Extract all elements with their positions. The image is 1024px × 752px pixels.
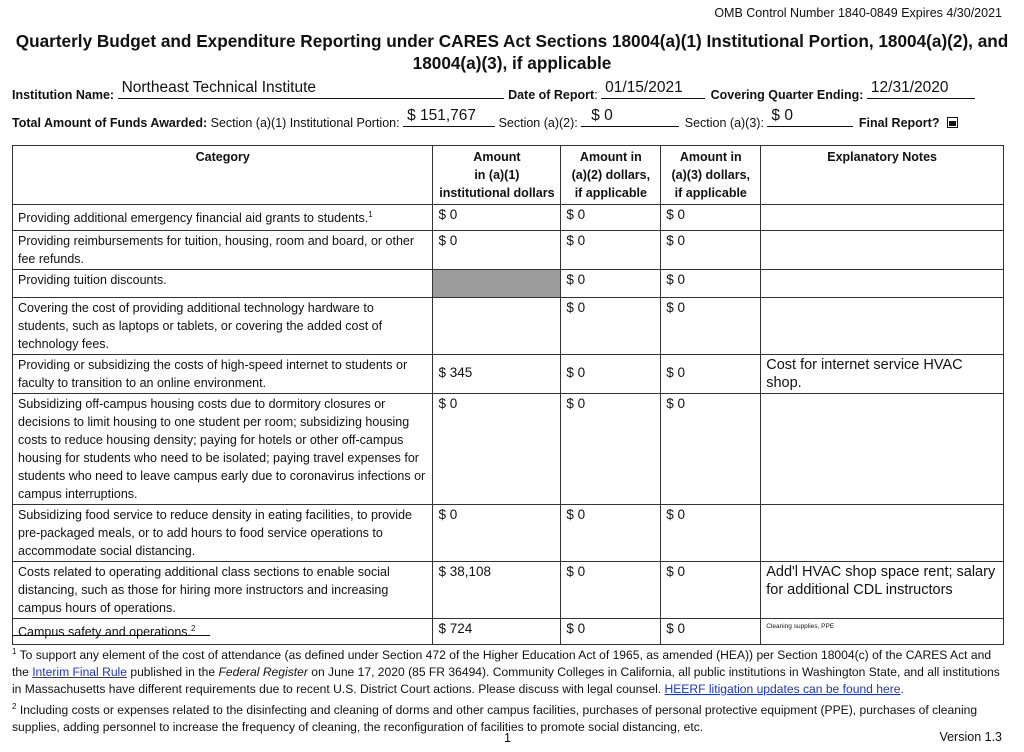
row-category: Providing tuition discounts. bbox=[13, 270, 433, 298]
header-notes: Explanatory Notes bbox=[761, 146, 1004, 205]
amount-a2-cell[interactable]: $ 0 bbox=[561, 231, 661, 270]
section-a3-field[interactable] bbox=[767, 107, 853, 127]
header-a1 bbox=[433, 146, 561, 205]
amount-a1-cell[interactable] bbox=[433, 298, 561, 355]
table-header-row bbox=[13, 146, 1004, 205]
amount-a2-cell[interactable]: $ 0 bbox=[561, 562, 661, 619]
row-category: Providing reimbursements for tuition, housing, room and board, or other fee refunds. bbox=[13, 231, 433, 270]
footnote-ref: 1 bbox=[368, 210, 373, 219]
notes-cell[interactable] bbox=[761, 270, 1004, 298]
quarter-ending-label: Covering Quarter Ending: bbox=[710, 88, 864, 102]
institution-name-label: Institution Name bbox=[12, 88, 110, 102]
notes-cell[interactable] bbox=[761, 205, 1004, 231]
amount-a2-cell[interactable]: $ 0 bbox=[561, 394, 661, 505]
header-a3-line: (a)(3) dollars, bbox=[671, 168, 751, 182]
amount-a2-cell[interactable]: $ 0 bbox=[561, 298, 661, 355]
quarter-ending-field[interactable] bbox=[867, 79, 975, 99]
header-category: Category bbox=[13, 146, 433, 205]
page-number: 1 bbox=[504, 731, 511, 745]
amount-a1-cell[interactable]: $ 0 bbox=[433, 205, 561, 231]
header-a3-line: Amount in bbox=[679, 150, 742, 164]
header-a3 bbox=[661, 146, 761, 205]
amount-a3-cell[interactable]: $ 0 bbox=[661, 505, 761, 562]
notes-cell[interactable] bbox=[761, 298, 1004, 355]
section-a1-value: $ 151,767 bbox=[407, 107, 477, 124]
page-title bbox=[14, 30, 1010, 74]
table-row bbox=[13, 394, 1004, 505]
section-a3-label: Section (a)(3): bbox=[684, 116, 764, 130]
amount-a3-cell[interactable]: $ 0 bbox=[661, 394, 761, 505]
footnote-ref: 2 bbox=[191, 624, 196, 633]
row-category bbox=[13, 205, 433, 231]
amount-a1-cell[interactable]: $ 0 bbox=[433, 231, 561, 270]
amount-a1-cell[interactable]: $ 0 bbox=[433, 394, 561, 505]
amount-a2-cell[interactable]: $ 0 bbox=[561, 619, 661, 645]
amount-a2-cell[interactable]: $ 0 bbox=[561, 355, 661, 394]
heerf-litigation-link[interactable]: HEERF litigation updates can be found here bbox=[664, 682, 901, 697]
interim-final-rule-link[interactable]: Interim Final Rule bbox=[32, 665, 127, 680]
header-a3-line: if applicable bbox=[674, 186, 747, 200]
notes-cell[interactable] bbox=[761, 394, 1004, 505]
table-row bbox=[13, 619, 1004, 645]
notes-cell[interactable] bbox=[761, 231, 1004, 270]
footnote-1-text: To support any element of the cost of attendance (as defined under Section 472 of the Higher Education Act of 1965, as amended (HEA)) per Section 18004(c) of the CARES Act and the bbox=[12, 648, 992, 680]
quarter-ending-value: 12/31/2020 bbox=[870, 79, 949, 96]
section-a3-value: $ 0 bbox=[771, 107, 793, 124]
final-report-label: Final Report? bbox=[858, 116, 940, 130]
footnote-2-text: Including costs or expenses related to the disinfecting and cleaning of dorms and other campus facilities, purchases of personal protective equipment (PPE), purchases of cleaning supplies, adding personnel to increase the frequency of cleaning, the reconfiguration of facilities to promote social distancing, etc. bbox=[12, 703, 978, 735]
budget-table bbox=[12, 145, 1004, 645]
amount-a1-cell[interactable]: $ 724 bbox=[433, 619, 561, 645]
footnote-divider bbox=[12, 635, 210, 636]
footnote-2-mark: 2 bbox=[12, 702, 17, 712]
header-a2 bbox=[561, 146, 661, 205]
amount-a2-cell[interactable]: $ 0 bbox=[561, 205, 661, 231]
notes-cell[interactable]: Cost for internet service HVAC shop. bbox=[761, 355, 1004, 394]
amount-a3-cell[interactable]: $ 0 bbox=[661, 619, 761, 645]
row-category: Subsidizing off-campus housing costs due to dormitory closures or decisions to limit housing to one student per room; subsidizing housing costs to reduce housing density; paying for hotels or other off-campus housing for students who need to be isolated; paying travel expenses for students who need to leave campus early due to coronavirus infections or campus interruptions. bbox=[13, 394, 433, 505]
total-funds-label: Total Amount of Funds Awarded: bbox=[12, 116, 208, 130]
row-category: Costs related to operating additional class sections to enable social distancing, such as those for hiring more instructors and increasing campus hours of operations. bbox=[13, 562, 433, 619]
table-row bbox=[13, 562, 1004, 619]
table-row bbox=[13, 298, 1004, 355]
amount-a1-cell-disabled bbox=[433, 270, 561, 298]
footnote-1-text: on June 17, 2020 (85 FR 36494). Community Colleges in California, all public institutions in Washington State, and all institutions in Massachusetts have different requirements due to recent U.S. District Court actions. Please discuss with legal counsel. bbox=[12, 665, 1000, 697]
report-info-row: Institution Name: Northeast Technical Institute Date of Report: 01/15/2021 Covering Quarter Ending: 12/31/2020 bbox=[12, 85, 975, 102]
date-of-report-label: Date of Report bbox=[508, 88, 595, 102]
header-a1-line: institutional dollars bbox=[439, 186, 555, 200]
table-row bbox=[13, 355, 1004, 394]
final-report-checkbox[interactable] bbox=[947, 117, 958, 128]
section-a2-value: $ 0 bbox=[591, 107, 613, 124]
amount-a3-cell[interactable]: $ 0 bbox=[661, 231, 761, 270]
notes-cell[interactable] bbox=[761, 505, 1004, 562]
table-row bbox=[13, 205, 1004, 231]
amount-a1-cell[interactable]: $ 38,108 bbox=[433, 562, 561, 619]
total-funds-row bbox=[12, 107, 958, 130]
category-text: Campus safety and operations. bbox=[18, 625, 192, 640]
header-a1-line: in (a)(1) bbox=[474, 168, 520, 182]
amount-a1-cell[interactable]: $ 345 bbox=[433, 355, 561, 394]
table-row bbox=[13, 270, 1004, 298]
title-line-2: 18004(a)(3), if applicable bbox=[412, 53, 612, 73]
category-text: Providing additional emergency financial aid grants to students. bbox=[18, 211, 369, 226]
omb-control-number: OMB Control Number 1840-0849 Expires 4/30/2021 bbox=[714, 6, 1002, 20]
amount-a3-cell[interactable]: $ 0 bbox=[661, 270, 761, 298]
institution-name-field[interactable] bbox=[118, 79, 504, 99]
notes-cell[interactable]: Cleaning supplies, PPE bbox=[761, 619, 1004, 645]
header-a2-line: (a)(2) dollars, bbox=[571, 168, 651, 182]
amount-a3-cell[interactable]: $ 0 bbox=[661, 355, 761, 394]
amount-a2-cell[interactable]: $ 0 bbox=[561, 505, 661, 562]
amount-a2-cell[interactable]: $ 0 bbox=[561, 270, 661, 298]
federal-register-text: Federal Register bbox=[218, 665, 308, 680]
institution-name-value: Northeast Technical Institute bbox=[121, 79, 317, 96]
date-of-report-value: 01/15/2021 bbox=[605, 79, 683, 96]
table-row bbox=[13, 505, 1004, 562]
table-row bbox=[13, 231, 1004, 270]
amount-a1-cell[interactable]: $ 0 bbox=[433, 505, 561, 562]
version-label: Version 1.3 bbox=[939, 730, 1002, 744]
footnotes bbox=[12, 643, 1008, 736]
notes-cell[interactable]: Add'l HVAC shop space rent; salary for additional CDL instructors bbox=[761, 562, 1004, 619]
title-line-1: Quarterly Budget and Expenditure Reporting under CARES Act Sections 18004(a)(1) Institutional Portion, 18004(a)(2), and bbox=[15, 31, 1009, 51]
row-category: Providing or subsidizing the costs of high-speed internet to students or faculty to transition to an online environment. bbox=[13, 355, 433, 394]
section-a2-label: Section (a)(2): bbox=[498, 116, 578, 130]
row-category: Subsidizing food service to reduce density in eating facilities, to provide pre-packaged meals, or to add hours to food service operations to accommodate social distancing. bbox=[13, 505, 433, 562]
row-category bbox=[13, 619, 433, 645]
header-a2-line: if applicable bbox=[574, 186, 647, 200]
footnote-1: $^1$ To support any element of the cost of attendance (as defined under Section 472 of the Higher Education Act of 1965, as amended (HEA)) per Section 18004(c) of the CARES Act and the Interim Final Rule published in the Federal Register on June 17, 2020 (85 FR 36494). Community Colleges in California, all public institutions in Washington State, and all institutions in Massachusetts have different requirements due to recent U.S. District Court actions. Please discuss with legal counsel. HEERF litigation updates can be found here. bbox=[12, 647, 1000, 697]
amount-a3-cell[interactable]: $ 0 bbox=[661, 562, 761, 619]
section-a2-field[interactable] bbox=[581, 107, 679, 127]
section-a1-field[interactable] bbox=[403, 107, 495, 127]
amount-a3-cell[interactable]: $ 0 bbox=[661, 205, 761, 231]
header-a1-line: Amount bbox=[473, 150, 521, 164]
footnote-1-text: published in the bbox=[130, 665, 216, 680]
row-category: Covering the cost of providing additional technology hardware to students, such as laptops or tablets, or covering the added cost of technology fees. bbox=[13, 298, 433, 355]
footnote-1-mark: 1 bbox=[12, 647, 17, 656]
amount-a3-cell[interactable]: $ 0 bbox=[661, 298, 761, 355]
header-a2-line: Amount in bbox=[579, 150, 642, 164]
date-of-report-field[interactable] bbox=[601, 79, 705, 99]
section-a1-label: Section (a)(1) Institutional Portion: bbox=[210, 116, 400, 130]
